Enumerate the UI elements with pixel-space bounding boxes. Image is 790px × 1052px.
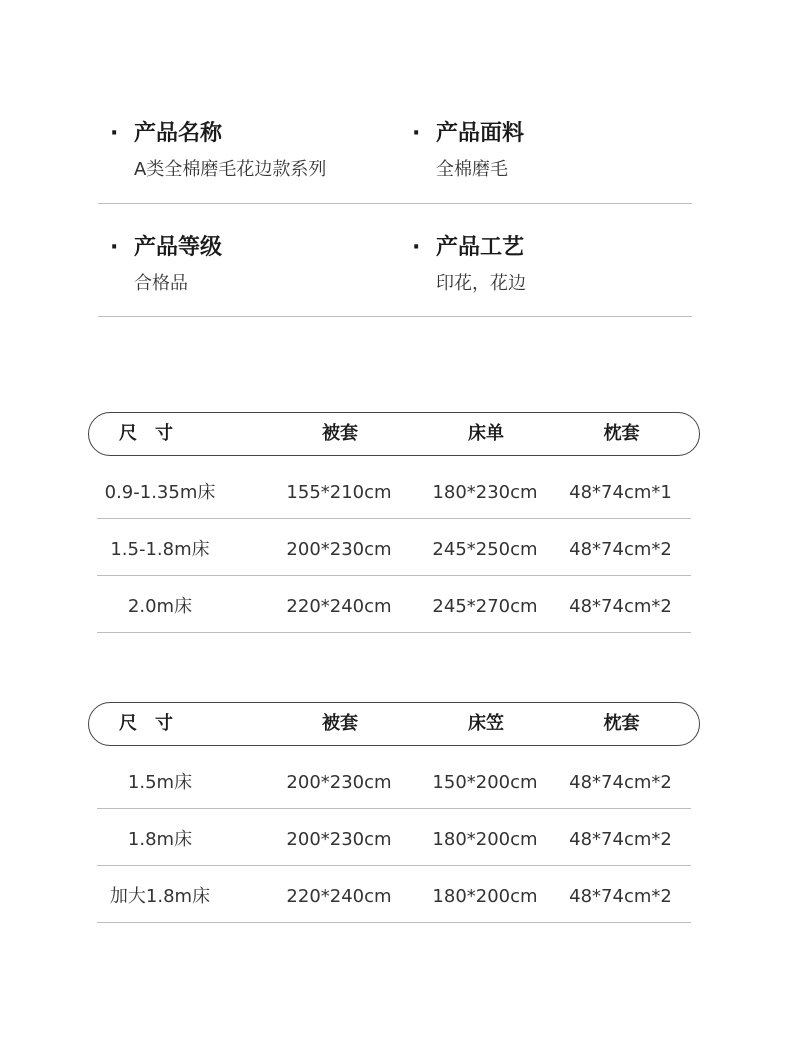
header-duvet-cover: 被套	[322, 423, 358, 444]
header-size: 尺寸	[119, 423, 191, 444]
header-duvet-cover: 被套	[322, 713, 358, 734]
table-row	[88, 866, 700, 923]
table-header	[88, 702, 700, 746]
bullet-icon: ·	[412, 235, 421, 260]
row-divider	[97, 922, 691, 923]
spec-product-craft	[412, 230, 526, 295]
divider	[98, 203, 692, 204]
header-sheet: 床单	[468, 423, 504, 444]
cell-fitted-sheet: 180*200cm	[432, 886, 538, 907]
row-divider	[97, 632, 691, 633]
header-fitted-sheet: 床笠	[468, 713, 504, 734]
divider	[98, 316, 692, 317]
bullet-icon: ·	[110, 121, 119, 146]
cell-sheet: 245*270cm	[432, 596, 538, 617]
table-row	[88, 809, 700, 866]
table-row	[88, 462, 700, 519]
bullet-icon: ·	[110, 235, 119, 260]
spec-value: 合格品	[134, 273, 188, 294]
cell-pillowcase: 48*74cm*2	[569, 539, 672, 560]
cell-duvet-cover: 220*240cm	[286, 596, 392, 617]
size-table-sheet	[88, 412, 700, 633]
cell-pillowcase: 48*74cm*1	[569, 482, 672, 503]
cell-sheet: 245*250cm	[432, 539, 538, 560]
spec-product-grade	[110, 230, 222, 295]
cell-size: 1.8m床	[127, 829, 193, 850]
header-size: 尺寸	[119, 713, 191, 734]
spec-title: 产品等级	[134, 235, 223, 260]
bullet-icon: ·	[412, 121, 421, 146]
cell-duvet-cover: 200*230cm	[286, 829, 392, 850]
cell-duvet-cover: 200*230cm	[286, 772, 392, 793]
spec-title: 产品面料	[436, 121, 525, 146]
cell-pillowcase: 48*74cm*2	[569, 829, 672, 850]
cell-fitted-sheet: 180*200cm	[432, 829, 538, 850]
table-header	[88, 412, 700, 456]
cell-size: 2.0m床	[127, 596, 193, 617]
spec-product-fabric	[412, 116, 524, 181]
cell-size: 1.5m床	[127, 772, 193, 793]
cell-pillowcase: 48*74cm*2	[569, 596, 672, 617]
table-row	[88, 576, 700, 633]
spec-value: 全棉磨毛	[436, 159, 508, 180]
spec-title: 产品工艺	[436, 235, 525, 260]
cell-fitted-sheet: 150*200cm	[432, 772, 538, 793]
size-table-fitted-sheet	[88, 702, 700, 923]
cell-duvet-cover: 200*230cm	[286, 539, 392, 560]
cell-pillowcase: 48*74cm*2	[569, 886, 672, 907]
cell-duvet-cover: 155*210cm	[286, 482, 392, 503]
cell-sheet: 180*230cm	[432, 482, 538, 503]
cell-size: 1.5-1.8m床	[110, 539, 210, 560]
spec-product-name	[110, 116, 326, 181]
spec-value: 印花，花边	[436, 273, 526, 294]
header-pillowcase: 枕套	[603, 423, 640, 444]
header-pillowcase: 枕套	[603, 713, 640, 734]
cell-size: 加大1.8m床	[109, 886, 211, 907]
table-row	[88, 519, 700, 576]
cell-pillowcase: 48*74cm*2	[569, 772, 672, 793]
spec-title: 产品名称	[134, 121, 223, 146]
cell-duvet-cover: 220*240cm	[286, 886, 392, 907]
spec-value: A类全棉磨毛花边款系列	[134, 159, 327, 180]
cell-size: 0.9-1.35m床	[104, 482, 216, 503]
table-row	[88, 752, 700, 809]
